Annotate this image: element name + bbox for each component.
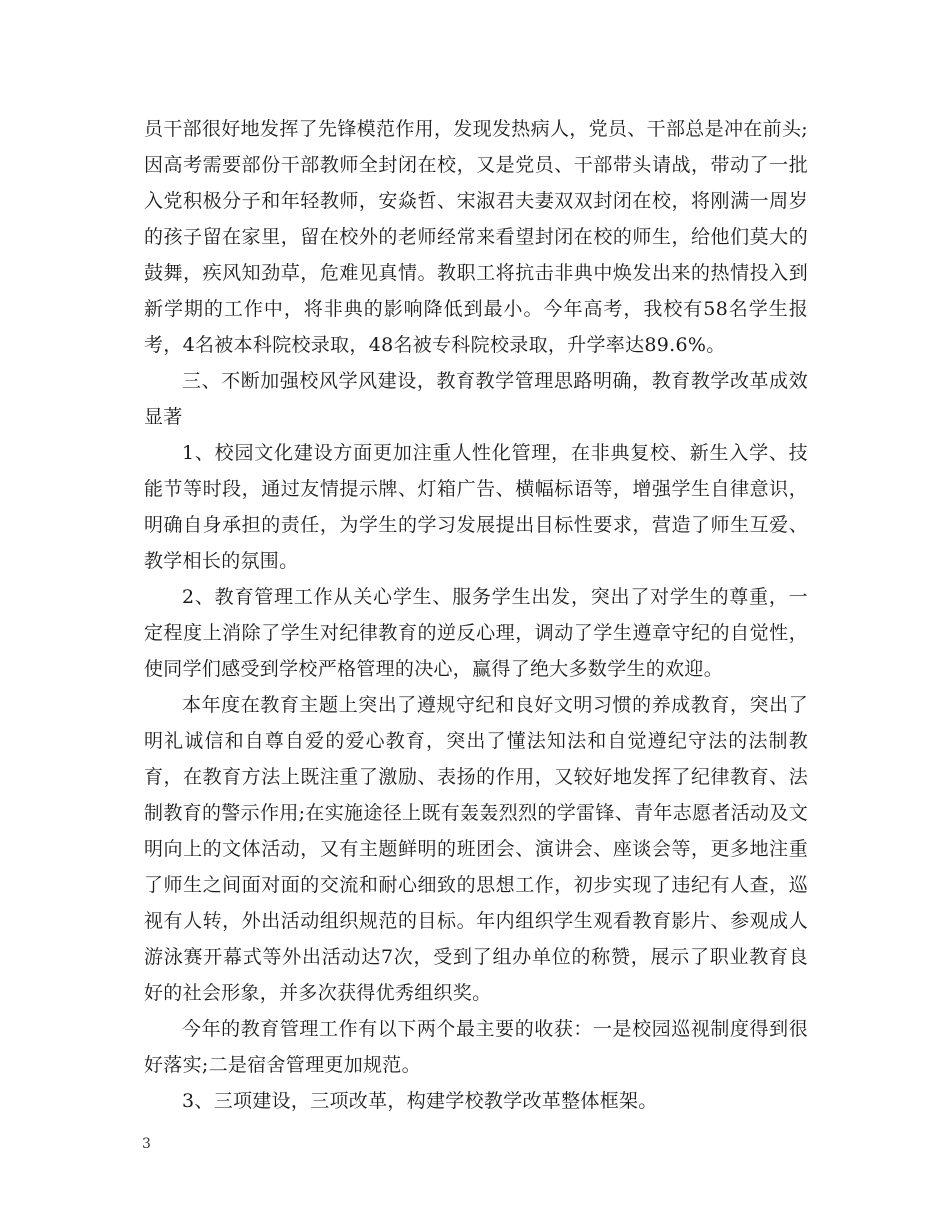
paragraph-achievements: 今年的教育管理工作有以下两个最主要的收获：一是校园巡视制度得到很好落实;二是宿舍管理更加规范。 bbox=[144, 1018, 808, 1076]
section-heading-3: 三、不断加强校风学风建设，教育教学管理思路明确，教育教学改革成效显著 bbox=[144, 370, 808, 428]
paragraph-item-3: 3、三项建设，三项改革，构建学校教学改革整体框架。 bbox=[182, 1090, 658, 1112]
paragraph-annual-education: 本年度在教育主题上突出了遵规守纪和良好文明习惯的养成教育，突出了明礼诚信和自尊自爱的爱心教育，突出了懂法知法和自觉遵纪守法的法制教育，在教育方法上既注重了激励、表扬的作用，又较好地发挥了纪律教育、法制教育的警示作用;在实施途径上既有轰轰烈烈的学雷锋、青年志愿者活动及文明向上的文体活动，又有主题鲜明的班团会、演讲会、座谈会等，更多地注重了师生之间面对面的交流和耐心细致的思想工作，初步实现了违纪有人查，巡视有人转，外出活动组织规范的目标。年内组织学生观看教育影片、参观成人游泳赛开幕式等外出活动达7次，受到了组办单位的称赞，展示了职业教育良好的社会形象，并多次获得优秀组织奖。 bbox=[144, 694, 808, 1004]
body-text bbox=[144, 111, 808, 1119]
paragraph-item-2: 2、教育管理工作从关心学生、服务学生出发，突出了对学生的尊重，一定程度上消除了学生对纪律教育的逆反心理，调动了学生遵章守纪的自觉性，使同学们感受到学校严格管理的决心，赢得了绝大多数学生的欢迎。 bbox=[144, 586, 808, 680]
page-number: 3 bbox=[142, 1136, 151, 1152]
paragraph-item-1: 1、校园文化建设方面更加注重人性化管理，在非典复校、新生入学、技能节等时段，通过友情提示牌、灯箱广告、横幅标语等，增强学生自律意识，明确自身承担的责任，为学生的学习发展提出目标性要求，营造了师生互爱、教学相长的氛围。 bbox=[144, 442, 808, 572]
paragraph-1: 员干部很好地发挥了先锋模范作用，发现发热病人，党员、干部总是冲在前头;因高考需要部份干部教师全封闭在校，又是党员、干部带头请战，带动了一批入党积极分子和年轻教师，安焱哲、宋淑君夫妻双双封闭在校，将刚满一周岁的孩子留在家里，留在校外的老师经常来看望封闭在校的师生，给他们莫大的鼓舞，疾风知劲草，危难见真情。教职工将抗击非典中焕发出来的热情投入到新学期的工作中，将非典的影响降低到最小。今年高考，我校有58名学生报考，4名被本科院校录取，48名被专科院校录取，升学率达89.6%。 bbox=[144, 118, 808, 356]
